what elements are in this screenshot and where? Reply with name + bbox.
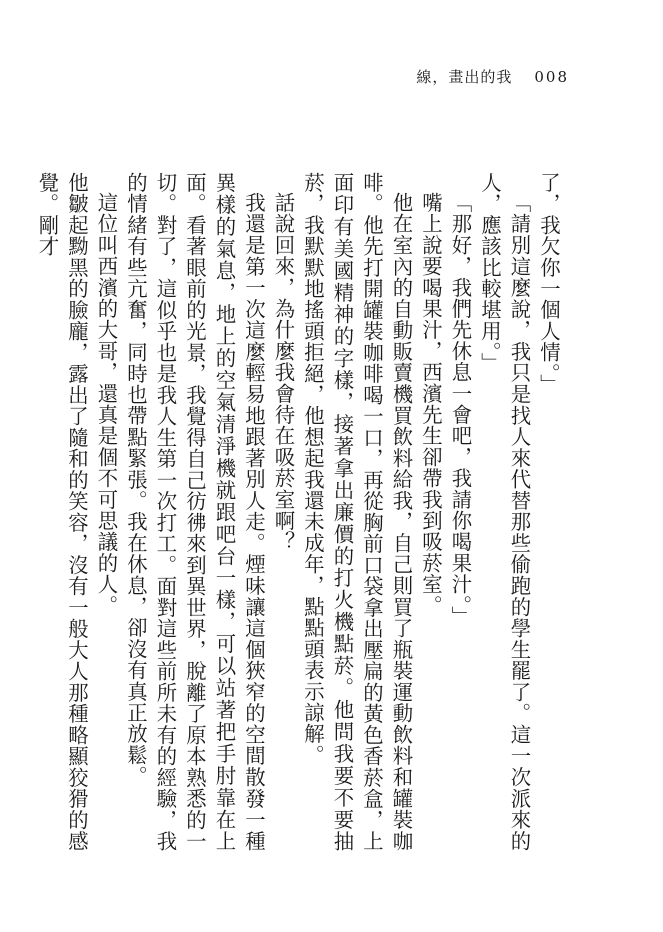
paragraph: 嘴上說要喝果汁，西濱先生卻帶我到吸菸室。: [419, 192, 443, 617]
paragraph: 話說回來，為什麼我會待在吸菸室啊？: [271, 192, 296, 553]
paragraph: 了，我欠你一個人情。」: [537, 172, 561, 395]
header-title: 線，畫出的我: [416, 68, 513, 86]
vertical-body-text: [35, 172, 563, 852]
page-number: 008: [534, 68, 569, 86]
paragraph: 他在室內的自動販賣機買飲料給我，自己則買了瓶裝運動飲料和罐裝咖啡。他先打開罐裝咖啡喝一口，再從胸前口袋拿出壓扁的黃色香菸盒，上面印有美國精神的字樣，接著拿出廉價的打火機點菸。他問我要不要抽菸，我默默地搖頭拒絕，他想起我還未成年，點點頭表示諒解。: [301, 172, 414, 852]
paragraph: 我還是第一次這麼輕易地跟著別人走。煙味讓這個狹窄的空間散發一種異樣的氣息，地上的空氣清淨機就跟吧台一樣，可以站著把手肘靠在上面。看著眼前的光景，我覺得自己彷彿來到異世界，脫離了原本熟悉的一切。對了，這似乎也是我人生第一次打工。面對這些前所未有的經驗，我的情緒有些亢奮，同時也帶點緊張。我在休息，卻沒有真正放鬆。: [124, 172, 266, 852]
paragraph: 「那好，我們先休息一會吧，我請你喝果汁。」: [448, 192, 473, 628]
paragraph: 他皺起黝黑的臉龐，露出了隨和的笑容，沒有一般大人那種略顯狡猾的感覺。剛才: [35, 172, 89, 852]
paragraph: 這位叫西濱的大哥，還真是個不可思議的人。: [94, 192, 119, 617]
running-header: [416, 66, 569, 87]
paragraph: 「請別這麼說，我只是找人來代替那些偷跑的學生罷了。這一次派來的人，應該比較堪用。」: [478, 172, 532, 852]
